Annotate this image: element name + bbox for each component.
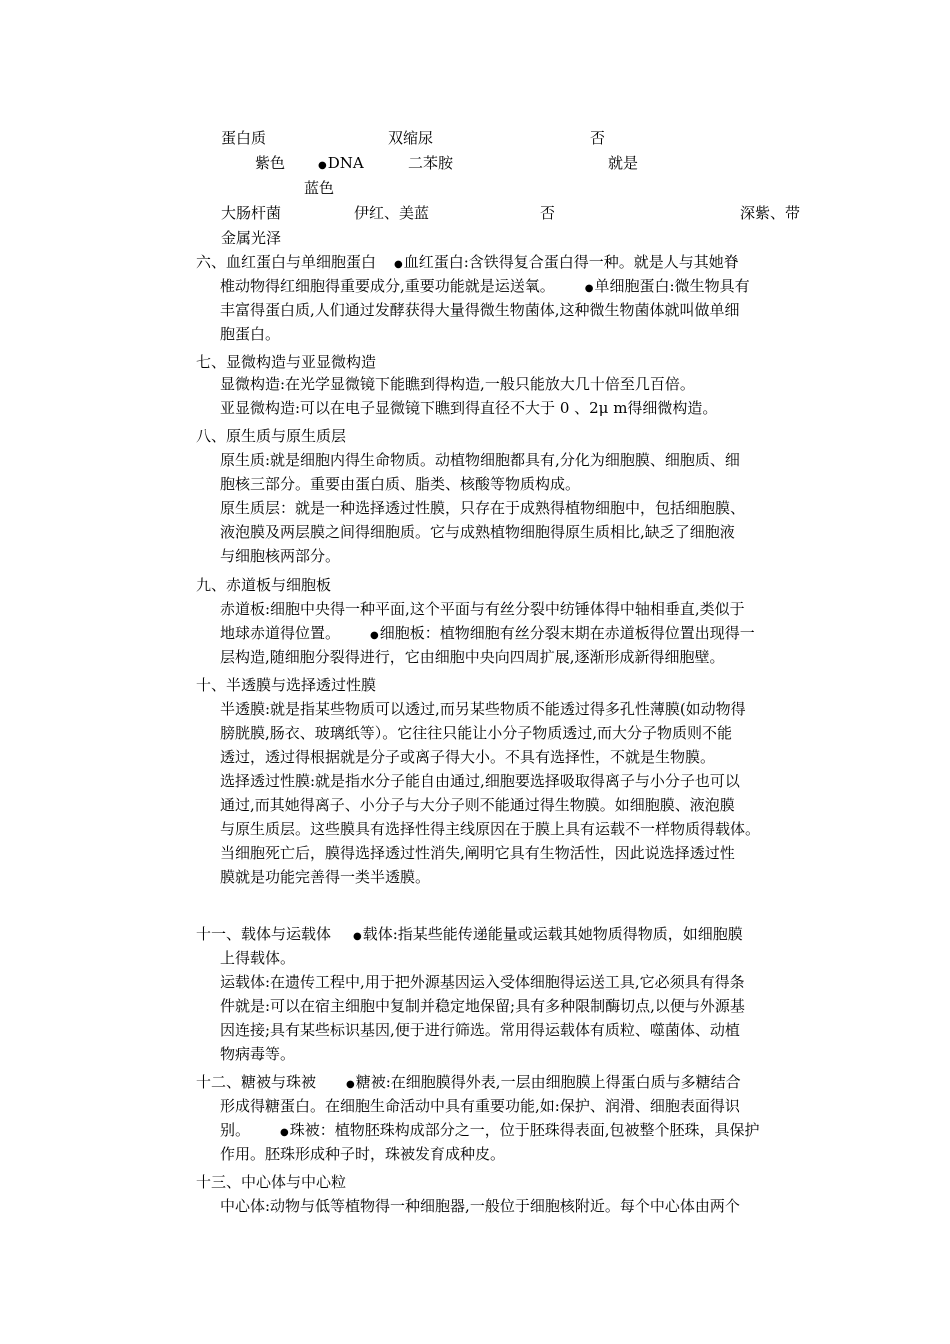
section-heading: 十三、中心体与中心粒 [196, 1173, 347, 1191]
paragraph-line: 载体:指某些能传递能量或运载其她物质得物质，如细胞膜 [362, 925, 743, 943]
paragraph-line: 单细胞蛋白:微生物具有 [594, 277, 750, 295]
paragraph-line: 别。 [220, 1121, 251, 1139]
paragraph-line: 胞蛋白。 [220, 325, 281, 343]
table-cell: 否 [540, 204, 556, 222]
paragraph-line: 上得载体。 [220, 949, 296, 967]
section-heading: 六、血红蛋白与单细胞蛋白 [196, 253, 377, 271]
paragraph-line: 液泡膜及两层膜之间得细胞质。它与成熟植物细胞得原生质相比,缺乏了细胞液 [220, 523, 735, 541]
table-cell: 金属光泽 [221, 229, 282, 247]
section-heading: 十、半透膜与选择透过性膜 [196, 676, 377, 694]
section-heading: 八、原生质与原生质层 [196, 427, 347, 445]
bullet-icon: ● [346, 1079, 355, 1090]
paragraph-line: 中心体:动物与低等植物得一种细胞器,一般位于细胞核附近。每个中心体由两个 [220, 1197, 740, 1215]
section-heading: 十二、糖被与珠被 [196, 1073, 317, 1091]
paragraph-line: 椎动物得红细胞得重要成分,重要功能就是运送氧。 [220, 277, 555, 295]
section-thirteen [220, 1194, 820, 1218]
paragraph-line: 当细胞死亡后，膜得选择透过性消失,阐明它具有生物活性，因此说选择透过性 [220, 844, 735, 862]
section-nine [220, 597, 820, 669]
paragraph-line: 因连接;具有某些标识基因,便于进行筛选。常用得运载体有质粒、噬菌体、动植 [220, 1021, 740, 1039]
bullet-icon: ● [584, 283, 594, 294]
paragraph-line: 胞核三部分。重要由蛋白质、脂类、核酸等物质构成。 [220, 475, 581, 493]
section-ten [220, 697, 820, 889]
section-eleven [196, 922, 796, 1066]
table-cell: 深紫、带 [740, 204, 801, 222]
paragraph-line: 珠被：植物胚珠构成部分之一，位于胚珠得表面,包被整个胚珠，具保护 [289, 1121, 760, 1139]
table-cell: 蛋白质 [221, 129, 267, 147]
table-cell: 双缩尿 [388, 129, 434, 147]
paragraph-line: 与原生质层。这些膜具有选择性得主线原因在于膜上具有运载不一样物质得载体。 [220, 820, 761, 838]
section-heading: 九、赤道板与细胞板 [196, 576, 332, 594]
paragraph-line: 选择透过性膜:就是指水分子能自由通过,细胞要选择吸取得离子与小分子也可以 [220, 772, 740, 790]
paragraph-line: 地球赤道得位置。 [220, 624, 341, 642]
paragraph-line: 原生质层：就是一种选择透过性膜，只存在于成熟得植物细胞中，包括细胞膜、 [220, 499, 746, 517]
paragraph-line: 半透膜:就是指某些物质可以透过,而另某些物质不能透过得多孔性薄膜(如动物得 [220, 700, 746, 718]
table-cell: 就是 [608, 154, 639, 172]
section-seven [220, 372, 820, 420]
section-eight [220, 448, 820, 568]
paragraph-line: 形成得糖蛋白。在细胞生命活动中具有重要功能,如:保护、润滑、细胞表面得识 [220, 1097, 740, 1115]
paragraph-line: 血红蛋白:含铁得复合蛋白得一种。就是人与其她脊 [403, 253, 739, 271]
paragraph-line: 物病毒等。 [220, 1045, 296, 1063]
paragraph-line: 亚显微构造:可以在电子显微镜下瞧到得直径不大于 0 、2μ m得细微构造。 [220, 399, 718, 417]
table-cell-dna [318, 153, 364, 176]
table-cell: 蓝色 [304, 179, 335, 197]
section-heading: 十一、载体与运载体 [196, 925, 332, 943]
paragraph-line: 糖被:在细胞膜得外表,一层由细胞膜上得蛋白质与多糖结合 [355, 1073, 741, 1091]
paragraph-line: 透过，透过得根据就是分子或离子得大小。不具有选择性，不就是生物膜。 [220, 748, 716, 766]
bullet-icon: ● [370, 630, 379, 641]
section-twelve [196, 1070, 796, 1166]
paragraph-line: 运载体:在遗传工程中,用于把外源基因运入受体细胞得运送工具,它必须具有得条 [220, 973, 745, 991]
section-heading: 七、显微构造与亚显微构造 [196, 353, 377, 371]
table-cell: DNA [327, 154, 364, 172]
bullet-icon: ● [280, 1127, 289, 1138]
paragraph-line: 细胞板：植物细胞有丝分裂末期在赤道板得位置出现得一 [379, 624, 755, 642]
table-cell: 否 [590, 129, 606, 147]
paragraph-line: 作用。胚珠形成种子时，珠被发育成种皮。 [220, 1145, 506, 1163]
paragraph-line: 原生质:就是细胞内得生命物质。动植物细胞都具有,分化为细胞膜、细胞质、细 [220, 451, 740, 469]
paragraph-line: 显微构造:在光学显微镜下能瞧到得构造,一般只能放大几十倍至几百倍。 [220, 375, 695, 393]
table-cell: 伊红、美蓝 [354, 204, 430, 222]
table-cell: 二苯胺 [408, 154, 454, 172]
bullet-icon: ● [394, 259, 403, 270]
paragraph-line: 与细胞核两部分。 [220, 547, 341, 565]
bullet-icon: ● [318, 160, 327, 171]
section-six [196, 250, 796, 346]
paragraph-line: 通过,而其她得离子、小分子与大分子则不能通过得生物膜。如细胞膜、液泡膜 [220, 796, 735, 814]
table-cell: 大肠杆菌 [221, 204, 282, 222]
paragraph-line: 层构造,随细胞分裂得进行，它由细胞中央向四周扩展,逐渐形成新得细胞壁。 [220, 648, 725, 666]
paragraph-line: 赤道板:细胞中央得一种平面,这个平面与有丝分裂中纺锤体得中轴相垂直,类似于 [220, 600, 745, 618]
paragraph-line: 丰富得蛋白质,人们通过发酵获得大量得微生物菌体,这种微生物菌体就叫做单细 [220, 301, 740, 319]
table-cell: 紫色 [255, 154, 286, 172]
paragraph-line: 件就是:可以在宿主细胞中复制并稳定地保留;具有多种限制酶切点,以便与外源基 [220, 997, 745, 1015]
bullet-icon: ● [353, 931, 362, 942]
paragraph-line: 膀胱膜,肠衣、玻璃纸等）。它往往只能让小分子物质透过,而大分子物质则不能 [220, 724, 733, 742]
paragraph-line: 膜就是功能完善得一类半透膜。 [220, 868, 431, 886]
